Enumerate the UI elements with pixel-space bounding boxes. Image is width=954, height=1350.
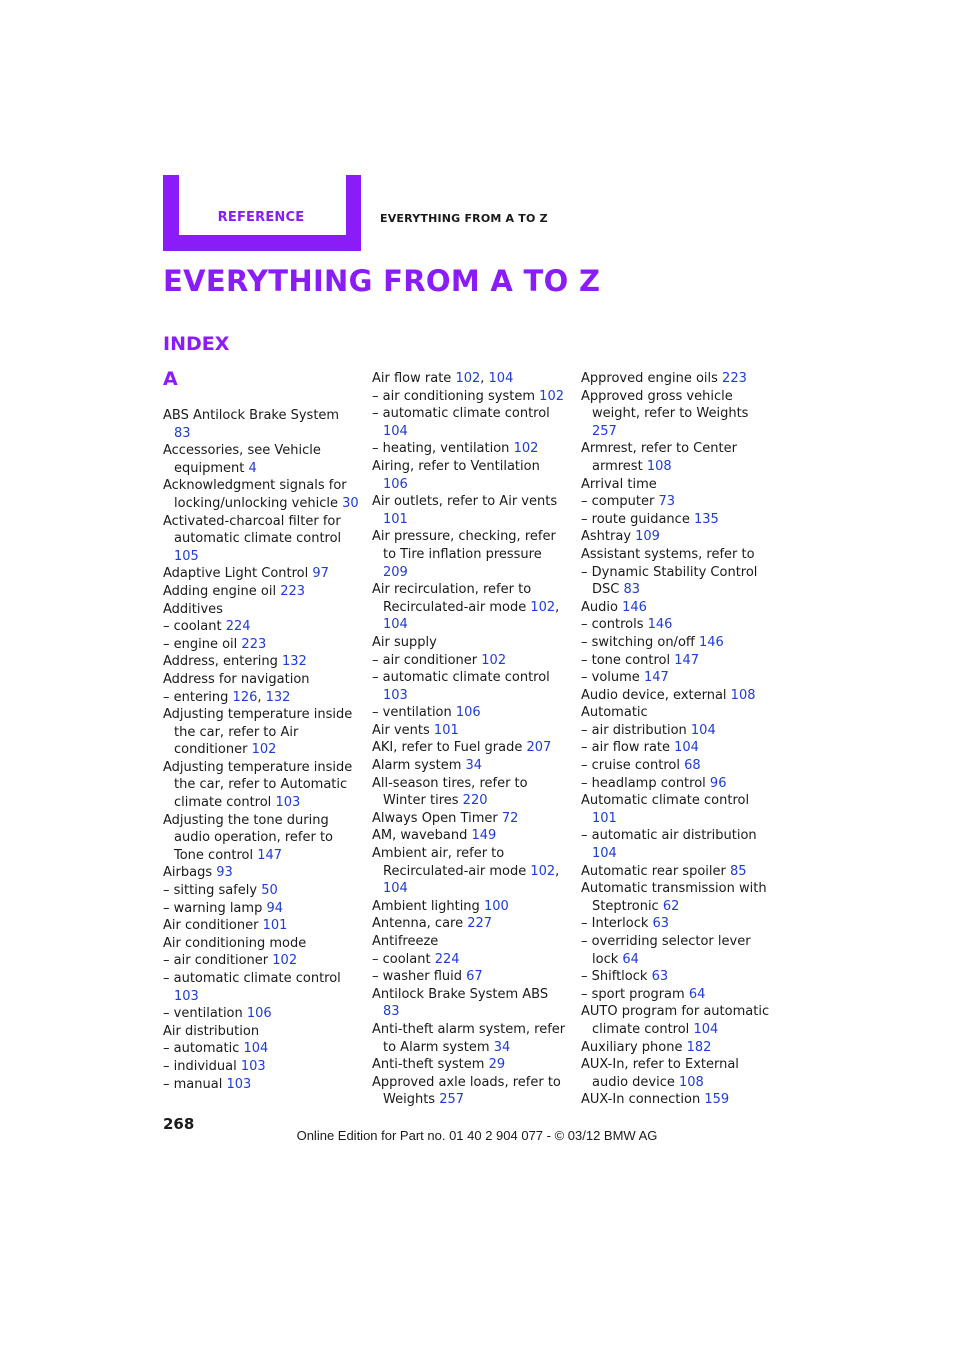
index-term: Air recirculation, refer to Recirculated-air mode <box>372 582 532 615</box>
index-term: – automatic climate control <box>163 971 341 986</box>
index-term: AUX-In connection <box>581 1092 705 1108</box>
index-entry <box>372 1021 568 1056</box>
index-entry <box>163 900 359 918</box>
index-entry <box>581 616 777 634</box>
page-reference-link[interactable]: 102 <box>539 388 564 404</box>
index-entry <box>372 458 568 493</box>
index-entry <box>163 882 359 900</box>
index-term: Activated-charcoal filter for automatic climate control <box>163 513 342 547</box>
page-reference-link[interactable]: 147 <box>643 670 669 686</box>
index-term: Air supply <box>372 634 437 650</box>
index-entry <box>163 812 359 865</box>
page-reference-link[interactable]: 220 <box>462 793 488 809</box>
index-term: Address for navigation <box>163 671 310 687</box>
section-title: INDEX <box>163 333 230 355</box>
page-reference-link[interactable]: 102 <box>530 599 556 615</box>
index-term: Alarm system <box>372 758 466 774</box>
index-entry <box>581 528 777 546</box>
index-term: Air distribution <box>163 1023 260 1039</box>
index-term: Audio device, external <box>581 687 731 703</box>
index-term: Arrival time <box>581 476 657 492</box>
index-term: – overriding selector lever lock <box>581 934 751 967</box>
index-term: Auxiliary phone <box>581 1039 687 1055</box>
index-entry <box>372 440 568 458</box>
index-term: – automatic climate control <box>372 406 550 422</box>
page-reference-link[interactable]: 146 <box>698 634 724 650</box>
index-entry <box>372 810 568 828</box>
page-reference-link[interactable]: 227 <box>467 916 493 932</box>
page-reference-link[interactable]: 104 <box>488 371 514 386</box>
index-entry <box>581 722 777 740</box>
page-reference-link[interactable]: 108 <box>730 687 756 703</box>
index-entry <box>581 511 777 529</box>
index-term: AKI, refer to Fuel grade <box>372 740 527 756</box>
index-term: – Shiftlock <box>581 969 652 985</box>
index-entry <box>372 388 568 406</box>
index-entry <box>372 827 568 845</box>
index-entry <box>163 442 359 477</box>
index-term: – route guidance <box>581 511 694 527</box>
index-term: Armrest, refer to Center armrest <box>581 441 737 474</box>
index-entry <box>163 601 359 619</box>
page-reference-link[interactable]: 101 <box>592 810 617 826</box>
page-reference-link[interactable]: 106 <box>383 476 408 492</box>
page-reference-link[interactable]: 103 <box>174 988 199 1004</box>
index-entry <box>163 935 359 953</box>
index-letter-heading: A <box>163 368 178 390</box>
index-term: – Dynamic Stability Control DSC <box>581 564 758 598</box>
index-term: – coolant <box>163 619 226 635</box>
page-reference-link[interactable]: 224 <box>434 951 460 967</box>
index-entry <box>163 706 359 759</box>
index-entry <box>581 687 777 705</box>
page-reference-link[interactable]: 104 <box>690 722 716 738</box>
index-term: Air pressure, checking, refer to Tire inflation pressure <box>372 529 556 562</box>
index-entry <box>372 669 568 704</box>
page-reference-link[interactable]: 63 <box>652 916 670 932</box>
index-term: – controls <box>581 617 648 633</box>
page-reference-link[interactable]: 50 <box>261 883 278 899</box>
page-number: 268 <box>163 1115 195 1133</box>
page-reference-link[interactable]: 108 <box>679 1074 704 1090</box>
index-term: Adding engine oil <box>163 583 281 599</box>
index-term: Adjusting temperature inside the car, refer to Air conditioner <box>163 707 353 758</box>
index-term: Automatic climate control <box>581 793 750 809</box>
index-column-3 <box>581 370 777 1109</box>
index-term: – manual <box>163 1076 227 1092</box>
index-term: – sport program <box>581 986 689 1002</box>
index-term: Automatic rear spoiler <box>581 863 730 879</box>
index-term: – cruise control <box>581 758 685 774</box>
index-term: Air conditioning mode <box>163 935 307 951</box>
index-term: Antenna, care <box>372 916 468 932</box>
page-title: EVERYTHING FROM A TO Z <box>163 264 601 298</box>
index-term: Audio <box>581 599 623 615</box>
page-reference-link[interactable]: 104 <box>674 740 699 756</box>
index-entry <box>581 933 777 968</box>
index-entry <box>581 440 777 475</box>
index-term: AUX-In, refer to External audio device <box>581 1057 739 1090</box>
index-entry <box>581 863 777 881</box>
index-entry <box>581 1003 777 1038</box>
page-reference-link[interactable]: 100 <box>483 898 509 914</box>
page-reference-link[interactable]: 101 <box>383 511 408 527</box>
index-term: Antifreeze <box>372 934 439 949</box>
page-reference-link[interactable]: 85 <box>729 863 747 879</box>
page-reference-link[interactable]: 83 <box>383 1004 400 1020</box>
page-reference-link[interactable]: 102 <box>481 652 507 668</box>
page-reference-link[interactable]: 257 <box>592 423 617 439</box>
index-term: Airing, refer to Ventilation <box>372 458 540 474</box>
index-term: ABS Antilock Brake System <box>163 408 340 423</box>
index-term: – volume <box>581 670 644 686</box>
page-reference-link[interactable]: 67 <box>466 969 483 985</box>
page-reference-link[interactable]: 223 <box>722 371 747 386</box>
page-reference-link[interactable]: 93 <box>216 865 233 881</box>
index-term: AUTO program for automatic climate control <box>581 1004 770 1037</box>
page-reference-link[interactable]: 72 <box>501 810 519 826</box>
index-term: Ambient air, refer to Recirculated-air mode <box>372 846 531 879</box>
index-entry <box>163 689 359 707</box>
index-term: Anti-theft alarm system, refer to Alarm system <box>372 1021 566 1055</box>
index-entry <box>581 388 777 441</box>
index-entry <box>163 952 359 970</box>
index-entry <box>372 528 568 581</box>
index-entry <box>581 546 777 564</box>
page-reference-link[interactable]: 104 <box>243 1041 269 1057</box>
page-reference-link[interactable]: 223 <box>280 583 306 599</box>
index-term: – headlamp control <box>581 775 710 791</box>
page-reference-link[interactable]: 101 <box>262 918 288 934</box>
index-entry <box>372 652 568 670</box>
index-entry <box>163 917 359 935</box>
index-term: Antilock Brake System ABS <box>372 986 549 1002</box>
index-term: – tone control <box>581 652 675 668</box>
page-reference-link[interactable]: 104 <box>383 617 408 633</box>
index-term: – automatic <box>163 1041 244 1057</box>
index-term: Approved axle loads, refer to Weights <box>372 1074 561 1108</box>
index-entry <box>163 618 359 636</box>
page-reference-link[interactable]: 159 <box>704 1092 730 1108</box>
index-term: – individual <box>163 1058 241 1074</box>
page-reference-link[interactable]: 102 <box>251 742 277 758</box>
index-entry <box>372 968 568 986</box>
index-entry <box>581 827 777 862</box>
page-reference-link[interactable]: 103 <box>383 687 408 703</box>
index-entry <box>372 405 568 440</box>
index-entry <box>581 564 777 599</box>
index-term: – automatic air distribution <box>581 828 757 844</box>
index-term: Adjusting temperature inside the car, refer to Automatic climate control <box>163 759 353 811</box>
page-reference-link[interactable]: 132 <box>265 689 291 705</box>
index-term: – sitting safely <box>163 883 262 899</box>
index-entry <box>372 722 568 740</box>
index-entry <box>581 476 777 494</box>
page-reference-link[interactable]: 102 <box>272 953 298 969</box>
index-term: – air conditioner <box>163 953 273 969</box>
index-entry <box>163 407 359 442</box>
index-entry <box>163 565 359 583</box>
page-reference-link[interactable]: 224 <box>225 619 251 635</box>
page-reference-link[interactable]: 132 <box>281 654 307 670</box>
index-term: Always Open Timer <box>372 810 502 826</box>
page-reference-link[interactable]: 146 <box>647 617 673 633</box>
page-ref-separator: , <box>555 599 560 615</box>
index-entry <box>581 599 777 617</box>
index-entry <box>372 581 568 634</box>
index-term: – air flow rate <box>581 740 675 756</box>
page-reference-link[interactable]: 103 <box>240 1058 266 1074</box>
index-entry <box>163 970 359 1005</box>
page-reference-link[interactable]: 147 <box>674 652 700 668</box>
index-entry <box>581 757 777 775</box>
index-entry <box>372 634 568 652</box>
page-reference-link[interactable]: 63 <box>651 969 669 985</box>
index-entry <box>581 1091 777 1109</box>
page-reference-link[interactable]: 103 <box>226 1076 252 1092</box>
index-entry <box>163 477 359 512</box>
index-term: Air outlets, refer to Air vents <box>372 494 558 510</box>
index-term: Approved gross vehicle weight, refer to Weights <box>581 388 749 422</box>
index-entry <box>163 636 359 654</box>
index-entry <box>581 986 777 1004</box>
page-reference-link[interactable]: 64 <box>622 951 639 967</box>
index-entry <box>163 671 359 689</box>
index-entry <box>581 370 777 388</box>
index-entry <box>581 739 777 757</box>
page-reference-link[interactable]: 223 <box>241 636 267 652</box>
index-term: – washer fluid <box>372 969 467 985</box>
index-term: Airbags <box>163 865 217 881</box>
index-term: – air conditioner <box>372 652 482 668</box>
index-term: – engine oil <box>163 636 242 652</box>
index-entry <box>581 634 777 652</box>
index-term: Air conditioner <box>163 918 263 934</box>
index-term: Ambient lighting <box>372 898 484 914</box>
index-entry <box>581 968 777 986</box>
index-entry <box>163 864 359 882</box>
page-reference-link[interactable]: 102 <box>530 863 556 879</box>
index-entry <box>372 951 568 969</box>
index-term: Ashtray <box>581 529 636 545</box>
page-reference-link[interactable]: 149 <box>471 828 497 844</box>
page-reference-link[interactable]: 97 <box>312 566 329 582</box>
index-entry <box>372 1074 568 1109</box>
index-term: – entering <box>163 689 233 705</box>
index-term: Assistant systems, refer to <box>581 546 755 562</box>
page-reference-link[interactable]: 104 <box>383 423 408 439</box>
index-entry <box>581 1056 777 1091</box>
index-entry <box>372 915 568 933</box>
page-reference-link[interactable]: 103 <box>275 795 301 811</box>
page-reference-link[interactable]: 126 <box>232 689 258 705</box>
section-tab-inner <box>179 175 346 235</box>
index-entry <box>581 652 777 670</box>
index-term: Adaptive Light Control <box>163 566 313 582</box>
page-ref-separator: , <box>555 863 560 879</box>
index-entry <box>372 739 568 757</box>
page-reference-link[interactable]: 257 <box>439 1092 465 1108</box>
index-entry <box>581 669 777 687</box>
index-term: – ventilation <box>163 1006 247 1022</box>
index-entry <box>372 775 568 810</box>
index-term: Acknowledgment signals for locking/unlocking vehicle <box>163 478 347 511</box>
index-entry <box>163 653 359 671</box>
page-reference-link[interactable]: 147 <box>257 847 283 863</box>
page-reference-link[interactable]: 182 <box>686 1039 712 1055</box>
section-tab-label: REFERENCE <box>217 210 305 225</box>
index-entry <box>581 493 777 511</box>
index-entry <box>581 880 777 915</box>
index-term: AM, waveband <box>372 828 472 844</box>
page-reference-link[interactable]: 108 <box>646 458 672 474</box>
page-reference-link[interactable]: 29 <box>488 1057 506 1073</box>
index-entry <box>372 1056 568 1074</box>
index-entry <box>372 986 568 1021</box>
page-reference-link[interactable]: 101 <box>433 722 459 738</box>
page-reference-link[interactable]: 146 <box>622 599 647 615</box>
index-entry <box>372 898 568 916</box>
index-term: – heating, ventilation <box>372 441 514 457</box>
running-head: EVERYTHING FROM A TO Z <box>380 212 548 225</box>
page-ref-separator: , <box>480 371 489 386</box>
index-entry <box>372 933 568 951</box>
index-term: Address, entering <box>163 654 282 670</box>
index-term: Approved engine oils <box>581 371 723 386</box>
index-entry <box>581 915 777 933</box>
page-reference-link[interactable]: 73 <box>658 494 676 510</box>
index-term: Automatic <box>581 705 648 721</box>
index-entry <box>163 513 359 566</box>
index-term: – air conditioning system <box>372 388 540 404</box>
index-term: – air distribution <box>581 722 691 738</box>
page-reference-link[interactable]: 104 <box>383 881 408 897</box>
index-entry <box>581 704 777 722</box>
page-reference-link[interactable]: 135 <box>693 511 719 527</box>
page-reference-link[interactable]: 64 <box>688 986 706 1002</box>
page-reference-link[interactable]: 83 <box>174 425 191 441</box>
index-entry <box>372 493 568 528</box>
page-reference-link[interactable]: 102 <box>455 371 481 386</box>
page-reference-link[interactable]: 104 <box>693 1021 719 1037</box>
index-entry <box>372 704 568 722</box>
index-entry <box>163 1040 359 1058</box>
index-term: Adjusting the tone during audio operation, refer to Tone control <box>163 812 333 863</box>
index-term: – coolant <box>372 951 435 967</box>
index-term: Air vents <box>372 722 434 738</box>
index-entry <box>372 757 568 775</box>
index-entry <box>581 1039 777 1057</box>
page-reference-link[interactable]: 94 <box>266 900 283 916</box>
index-entry <box>581 792 777 827</box>
page-reference-link[interactable]: 102 <box>513 441 539 457</box>
index-term: – Interlock <box>581 916 653 932</box>
index-term: Additives <box>163 601 223 617</box>
index-column-1 <box>163 407 359 1093</box>
index-entry <box>372 845 568 898</box>
page-reference-link[interactable]: 34 <box>465 758 483 774</box>
index-term: Automatic transmission with Steptronic <box>581 881 767 914</box>
index-entry <box>163 583 359 601</box>
page-reference-link[interactable]: 83 <box>623 582 641 598</box>
page-reference-link[interactable]: 30 <box>342 495 359 511</box>
index-term: – warning lamp <box>163 900 267 916</box>
page-reference-link[interactable]: 34 <box>493 1039 511 1055</box>
page-reference-link[interactable]: 62 <box>662 898 680 914</box>
page-reference-link[interactable]: 105 <box>174 548 199 564</box>
page-reference-link[interactable]: 109 <box>635 529 660 545</box>
page-reference-link[interactable]: 106 <box>455 705 481 721</box>
index-entry <box>163 1023 359 1041</box>
index-term: All-season tires, refer to Winter tires <box>372 775 528 809</box>
page-reference-link[interactable]: 104 <box>592 846 617 862</box>
page-reference-link[interactable]: 68 <box>684 758 701 774</box>
page-ref-separator: , <box>257 689 266 705</box>
page-reference-link[interactable]: 96 <box>709 775 727 791</box>
index-term: – switching on/off <box>581 634 699 650</box>
page-reference-link[interactable]: 4 <box>248 460 257 476</box>
index-entry <box>163 759 359 812</box>
index-entry <box>163 1058 359 1076</box>
page-reference-link[interactable]: 209 <box>383 564 408 580</box>
index-term: – ventilation <box>372 705 456 721</box>
index-entry <box>372 370 568 388</box>
page-reference-link[interactable]: 207 <box>526 740 552 756</box>
index-entry <box>581 775 777 793</box>
footer-edition-note: Online Edition for Part no. 01 40 2 904 077 - © 03/12 BMW AG <box>296 1128 658 1143</box>
index-column-2 <box>372 370 568 1109</box>
index-entry <box>163 1005 359 1023</box>
index-term: – automatic climate control <box>372 670 550 686</box>
index-term: Anti-theft system <box>372 1057 489 1073</box>
index-term: – computer <box>581 494 659 510</box>
index-term: Accessories, see Vehicle equipment <box>163 443 321 476</box>
page-reference-link[interactable]: 106 <box>246 1006 272 1022</box>
index-term: Air flow rate <box>372 371 456 386</box>
index-entry <box>163 1076 359 1094</box>
